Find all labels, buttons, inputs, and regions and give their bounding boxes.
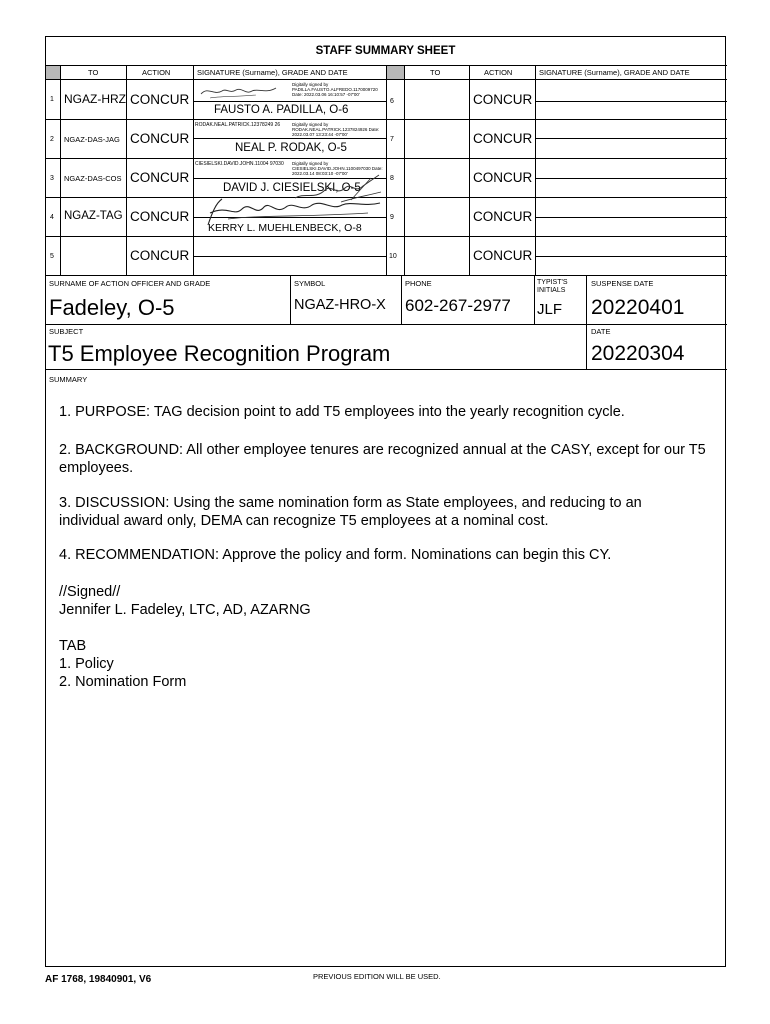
row-number: 8 xyxy=(390,175,394,182)
header-shade-left xyxy=(46,65,60,79)
form-id: AF 1768, 19840901, V6 xyxy=(45,974,152,985)
signer-name: KERRY L. MUEHLENBECK, O-8 xyxy=(208,222,362,234)
header-shade-mid xyxy=(386,65,404,79)
signer-name: DAVID J. CIESIELSKI, O-5 xyxy=(223,182,361,194)
typist-value: JLF xyxy=(537,301,563,318)
row-number: 7 xyxy=(390,136,394,143)
date-label: DATE xyxy=(591,327,611,336)
digital-signature-text: Digitally signed by PADILLA.FAUSTO.ALFREDO.1170009720 Date: 2022.03.06 16:10:57 -07'00' xyxy=(292,82,378,98)
digital-signature-name: CIESIELSKI.DAVID.JOHN.11004 97030 xyxy=(195,161,284,167)
recommendation-paragraph: 4. RECOMMENDATION: Approve the policy and form. Nominations can begin this CY. xyxy=(59,547,612,563)
row-to: NGAZ-TAG xyxy=(64,210,123,222)
form-title: STAFF SUMMARY SHEET xyxy=(315,45,456,57)
row-number: 9 xyxy=(390,214,394,221)
action-header-left: ACTION xyxy=(142,68,171,77)
tab-item-policy: 1. Policy xyxy=(59,656,114,672)
digital-signature-name: RODAK.NEAL.PATRICK.12378249 26 xyxy=(195,122,281,128)
suspense-label: SUSPENSE DATE xyxy=(591,279,654,288)
date-value: 20220304 xyxy=(591,342,685,365)
signer-name: FAUSTO A. PADILLA, O-6 xyxy=(214,104,349,116)
row-to: NGAZ-HRZ xyxy=(64,92,126,106)
symbol-label: SYMBOL xyxy=(294,279,326,288)
discussion-paragraph: 3. DISCUSSION: Using the same nomination form as State employees, and reducing to an individual award only, DEMA can recognize T5 employees at a nominal cost. xyxy=(59,495,642,529)
row-action: CONCUR xyxy=(130,131,190,146)
to-header-left: TO xyxy=(88,68,99,77)
row-action: CONCUR xyxy=(130,170,190,185)
signature-block: Jennifer L. Fadeley, LTC, AD, AZARNG xyxy=(59,602,311,618)
summary-label: SUMMARY xyxy=(49,375,88,384)
digital-signature-text: Digitally signed by RODAK.NEAL.PATRICK.1237824926 Date: 2022.03.07 13:23:44 -07'00' xyxy=(292,122,380,138)
edition-note: PREVIOUS EDITION WILL BE USED. xyxy=(313,972,441,981)
row-action: CONCUR xyxy=(473,209,533,224)
row-to: NGAZ-DAS-COS xyxy=(64,174,122,183)
subject-value: T5 Employee Recognition Program xyxy=(48,341,391,366)
staff-summary-sheet xyxy=(45,36,726,967)
subject-label: SUBJECT xyxy=(49,327,84,336)
to-header-right: TO xyxy=(430,68,441,77)
tab-item-nomination-form: 2. Nomination Form xyxy=(59,674,187,690)
row-number: 10 xyxy=(389,253,397,260)
digital-signature-text: Digitally signed by CIESIELSKI.DAVID.JOHN.1100497030 Date: 2022.03.14 08:03:10 -07'00' xyxy=(292,161,383,177)
background-paragraph: 2. BACKGROUND: All other employee tenures are recognized annual at the CASY, except for our T5 employees. xyxy=(59,442,706,476)
row-number: 3 xyxy=(50,175,54,182)
row-number: 6 xyxy=(390,98,394,105)
row-action: CONCUR xyxy=(473,131,533,146)
typist-label-2: INITIALS xyxy=(537,287,566,294)
signed-line: //Signed// xyxy=(59,584,121,600)
action-officer-value: Fadeley, O-5 xyxy=(49,295,175,320)
phone-label: PHONE xyxy=(405,279,432,288)
symbol-value: NGAZ-HRO-X xyxy=(294,297,386,313)
phone-value: 602-267-2977 xyxy=(405,296,511,315)
signature-header-left: SIGNATURE (Surname), GRADE AND DATE xyxy=(197,68,348,77)
row-number: 2 xyxy=(50,136,54,143)
purpose-paragraph: 1. PURPOSE: TAG decision point to add T5 employees into the yearly recognition cycle. xyxy=(59,404,625,420)
row-number: 5 xyxy=(50,253,54,260)
action-officer-label: SURNAME OF ACTION OFFICER AND GRADE xyxy=(49,279,211,288)
row-action: CONCUR xyxy=(130,92,190,107)
typist-label-1: TYPIST'S xyxy=(537,279,568,286)
handwritten-signature-muehlenbeck xyxy=(198,195,388,229)
row-to: NGAZ-DAS-JAG xyxy=(64,135,120,144)
row-number: 1 xyxy=(50,96,54,103)
handwritten-signature-padilla xyxy=(196,82,286,102)
tab-heading: TAB xyxy=(59,638,87,654)
suspense-value: 20220401 xyxy=(591,296,685,319)
signature-header-right: SIGNATURE (Surname), GRADE AND DATE xyxy=(539,68,690,77)
row-number: 4 xyxy=(50,214,54,221)
signer-name: NEAL P. RODAK, O-5 xyxy=(235,142,347,154)
row-action: CONCUR xyxy=(130,209,190,224)
row-action: CONCUR xyxy=(130,248,190,263)
row-action: CONCUR xyxy=(473,170,533,185)
row-action: CONCUR xyxy=(473,248,533,263)
row-action: CONCUR xyxy=(473,92,533,107)
action-header-right: ACTION xyxy=(484,68,513,77)
